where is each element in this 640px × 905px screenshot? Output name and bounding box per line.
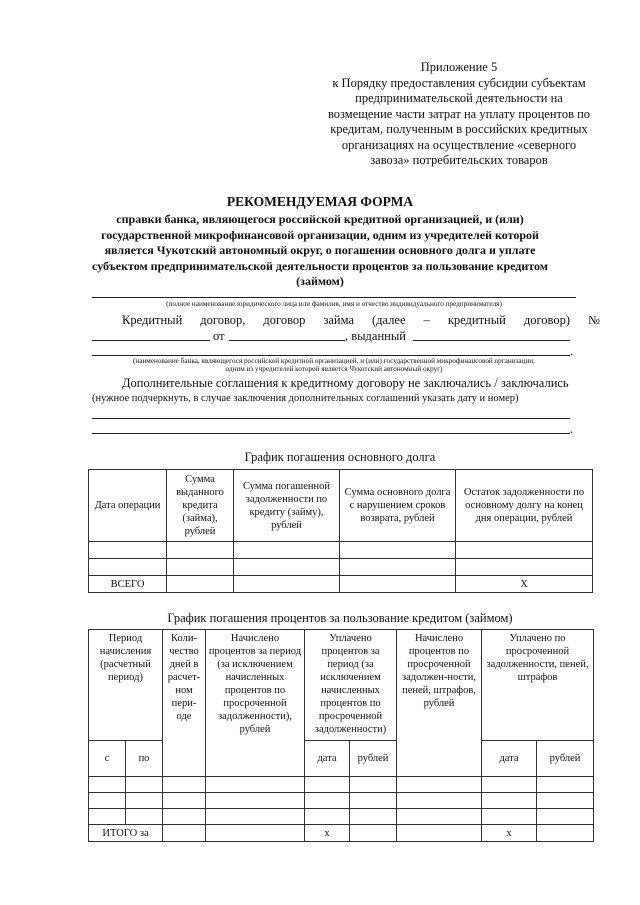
table-cell[interactable] bbox=[350, 825, 397, 842]
table-cell[interactable] bbox=[206, 809, 305, 825]
header-cell: Сумма погашенной задолженности по кредиту (займу), рублей bbox=[234, 470, 340, 542]
table2-title: График погашения процентов за пользование кредитом (займом) bbox=[167, 611, 513, 625]
header-cell: Уплачено процентов за период (за исключением начисленных процентов по просроченной задолженности) bbox=[305, 630, 397, 741]
contract-word: кредитный bbox=[447, 313, 506, 327]
subtitle-line: справки банка, являющегося российской кредитной организацией, и (или) bbox=[116, 212, 524, 226]
table-cell[interactable] bbox=[163, 793, 206, 809]
subheader-cell: дата bbox=[305, 741, 350, 777]
contract-from-label: от bbox=[213, 329, 225, 343]
subheader-cell: дата bbox=[482, 741, 537, 777]
subheader-cell: по bbox=[126, 741, 163, 777]
contract-date-field[interactable] bbox=[229, 340, 345, 341]
table-cell[interactable] bbox=[537, 777, 594, 793]
contract-word: № bbox=[588, 313, 600, 327]
table-cell[interactable] bbox=[126, 777, 163, 793]
table-cell[interactable] bbox=[305, 809, 350, 825]
appendix-block bbox=[318, 60, 600, 169]
table-cell[interactable] bbox=[89, 542, 167, 559]
table-cell[interactable] bbox=[340, 559, 456, 576]
subtitle-line: (займом) bbox=[296, 274, 344, 288]
table-cell[interactable] bbox=[397, 825, 482, 842]
table-cell[interactable] bbox=[456, 542, 593, 559]
table-cell[interactable] bbox=[482, 793, 537, 809]
header-cell: Коли-чество дней в расчет-ном пери-оде bbox=[163, 630, 206, 777]
bank-name-field[interactable] bbox=[92, 355, 570, 356]
table-cell[interactable] bbox=[305, 777, 350, 793]
table-cell[interactable] bbox=[206, 793, 305, 809]
contract-word: – bbox=[423, 313, 430, 327]
appendix-line: организациях на осуществление «северного bbox=[341, 137, 577, 152]
table-cell[interactable] bbox=[305, 793, 350, 809]
table-cell[interactable] bbox=[89, 793, 126, 809]
table-cell[interactable] bbox=[397, 793, 482, 809]
table-cell[interactable] bbox=[163, 825, 206, 842]
header-cell: Остаток задолженности по основному долгу на конец дня операции, рублей bbox=[456, 470, 593, 542]
subtitle-line: является Чукотский автономный округ, о погашении основного долга и уплате bbox=[104, 243, 536, 257]
table-cell[interactable] bbox=[167, 576, 234, 593]
table-cell[interactable] bbox=[340, 542, 456, 559]
additional-note: (нужное подчеркнуть, в случае заключения дополнительных соглашений указать дату и номер) bbox=[92, 393, 519, 404]
contract-issuer-field[interactable] bbox=[413, 340, 570, 341]
contract-word: (далее bbox=[372, 313, 406, 327]
entity-name-field[interactable] bbox=[92, 297, 576, 298]
contract-word: договор) bbox=[523, 313, 570, 327]
appendix-line: к Порядку предоставления субсидии субъектам bbox=[332, 75, 586, 90]
table-cell[interactable] bbox=[340, 576, 456, 593]
table-cell[interactable] bbox=[89, 559, 167, 576]
table-cell[interactable] bbox=[167, 542, 234, 559]
interest-table bbox=[88, 629, 594, 842]
subheader-cell: рублей bbox=[537, 741, 594, 777]
subtitle-line: субъектом предпринимательской деятельности процентов за пользование кредитом bbox=[92, 258, 548, 273]
header-cell: Дата операции bbox=[89, 470, 167, 542]
agreement-line-1[interactable] bbox=[92, 418, 570, 419]
table-row-total bbox=[89, 576, 593, 593]
table-cell[interactable] bbox=[482, 777, 537, 793]
total-label: ВСЕГО bbox=[89, 576, 167, 593]
principal-table bbox=[88, 469, 593, 593]
table-row bbox=[89, 559, 593, 576]
appendix-line: Приложение 5 bbox=[420, 60, 498, 74]
table-cell[interactable] bbox=[126, 809, 163, 825]
contract-word: Кредитный bbox=[122, 313, 183, 327]
period-mark: . bbox=[570, 344, 574, 358]
table-cell[interactable] bbox=[456, 559, 593, 576]
total-mark: х bbox=[305, 825, 350, 842]
table-cell[interactable] bbox=[350, 777, 397, 793]
appendix-line: предпринимательской деятельности на bbox=[355, 91, 563, 105]
table-cell[interactable] bbox=[350, 793, 397, 809]
table-cell[interactable] bbox=[234, 542, 340, 559]
bank-hint-1: (наименование банка, являющегося российской кредитной организацией, и (или) государственной микрофинансовой организации, bbox=[133, 357, 535, 365]
table-row-total bbox=[89, 825, 594, 842]
total-mark: Х bbox=[456, 576, 593, 593]
form-title: РЕКОМЕНДУЕМАЯ ФОРМА bbox=[226, 194, 414, 209]
contract-word: договор, bbox=[200, 313, 246, 327]
appendix-line: кредитам, полученным в российских кредитных bbox=[330, 122, 588, 136]
subtitle-line: государственной микрофинансовой организации, одним из учредителей которой bbox=[101, 227, 539, 242]
table-cell[interactable] bbox=[234, 559, 340, 576]
header-cell: Начислено процентов по просроченной задолжен-ности, пеней, штрафов, рублей bbox=[397, 630, 482, 777]
form-subtitle bbox=[90, 212, 550, 290]
appendix-line: завоза» потребительских товаров bbox=[370, 153, 548, 167]
agreement-line-2[interactable] bbox=[92, 433, 570, 434]
table-cell[interactable] bbox=[206, 777, 305, 793]
table-cell[interactable] bbox=[482, 809, 537, 825]
table-cell[interactable] bbox=[206, 825, 305, 842]
contract-word: договор bbox=[263, 313, 306, 327]
table-cell[interactable] bbox=[234, 576, 340, 593]
table-cell[interactable] bbox=[537, 809, 594, 825]
total-label: ИТОГО за bbox=[89, 825, 163, 842]
period-mark-2: . bbox=[570, 422, 574, 436]
table-row bbox=[89, 793, 594, 809]
table-cell[interactable] bbox=[537, 825, 594, 842]
subheader-cell: рублей bbox=[350, 741, 397, 777]
table-cell[interactable] bbox=[126, 793, 163, 809]
table-cell[interactable] bbox=[350, 809, 397, 825]
table-cell[interactable] bbox=[537, 793, 594, 809]
table-cell[interactable] bbox=[89, 809, 126, 825]
header-cell: Сумма основного долга с нарушением сроков возврата, рублей bbox=[340, 470, 456, 542]
contract-issued-label: , выданный bbox=[345, 329, 406, 343]
bank-hint-2: одним из учредителей которой является Чукотский автономный округ) bbox=[225, 365, 443, 373]
table-row bbox=[89, 777, 594, 793]
table-row bbox=[89, 809, 594, 825]
contract-line bbox=[122, 312, 600, 328]
table1-title: График погашения основного долга bbox=[244, 450, 436, 464]
header-cell: Сумма выданного кредита (займа), рублей bbox=[167, 470, 234, 542]
header-cell: Период начисления (расчетный период) bbox=[89, 630, 163, 741]
table-cell[interactable] bbox=[163, 809, 206, 825]
table-cell[interactable] bbox=[167, 559, 234, 576]
contract-word: займа bbox=[323, 313, 354, 327]
additional-agreements: Дополнительные соглашения к кредитному договору не заключались / заключались bbox=[122, 376, 569, 390]
header-cell: Уплачено по просроченной задолженности, пеней, штрафов bbox=[482, 630, 594, 741]
subheader-cell: с bbox=[89, 741, 126, 777]
total-mark: х bbox=[482, 825, 537, 842]
header-cell: Начислено процентов за период (за исключением начисленных процентов по просроченной задолженности), рублей bbox=[206, 630, 305, 777]
table-cell[interactable] bbox=[397, 777, 482, 793]
table-cell[interactable] bbox=[163, 777, 206, 793]
table-row bbox=[89, 542, 593, 559]
table-cell[interactable] bbox=[89, 777, 126, 793]
appendix-line: возмещение части затрат на уплату процентов по bbox=[327, 106, 591, 121]
contract-number-field[interactable] bbox=[92, 340, 210, 341]
table-cell[interactable] bbox=[397, 809, 482, 825]
entity-name-hint: (полное наименование юридического лица или фамилия, имя и отчество индивидуального предпринимателя) bbox=[166, 300, 502, 308]
